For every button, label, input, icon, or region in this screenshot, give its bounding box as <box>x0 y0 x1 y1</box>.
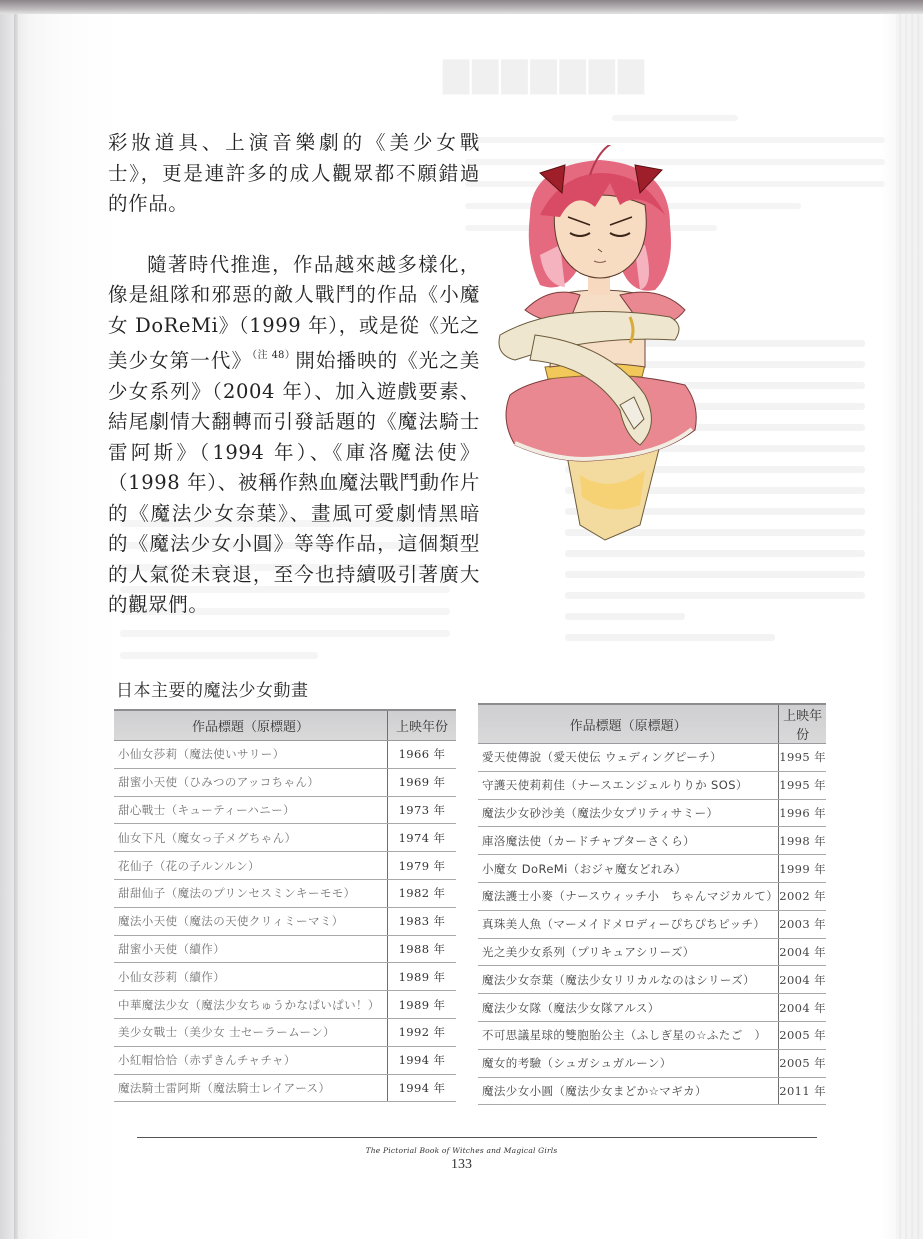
table-row <box>114 907 456 935</box>
cell-title: 甜蜜小天使（續作） <box>114 935 388 963</box>
table-row <box>478 966 826 994</box>
cell-title: 守護天使莉莉佳（ナースエンジェルりりか SOS） <box>478 771 779 799</box>
cell-title: 花仙子（花の子ルンルン） <box>114 852 388 880</box>
cell-year: 1996 年 <box>779 799 826 827</box>
cell-year: 2011 年 <box>779 1077 826 1105</box>
cell-title: 甜蜜小天使（ひみつのアッコちゃん） <box>114 768 388 796</box>
cell-title: 光之美少女系列（プリキュアシリーズ） <box>478 938 779 966</box>
cell-year: 1994 年 <box>388 1074 457 1102</box>
running-footer: The Pictorial Book of Witches and Magical Girls <box>365 1146 558 1155</box>
cell-year: 1988 年 <box>388 935 457 963</box>
table-row <box>478 855 826 883</box>
cell-title: 庫洛魔法使（カードチャプターさくら） <box>478 827 779 855</box>
cell-year: 2004 年 <box>779 938 826 966</box>
table-row <box>114 1018 456 1046</box>
cell-title: 魔女的考驗（シュガシュガルーン） <box>478 1049 779 1077</box>
column-header-title: 作品標題（原標題） <box>114 710 388 741</box>
cell-title: 魔法小天使（魔法の天使クリィミーマミ） <box>114 907 388 935</box>
table-row <box>478 1077 826 1105</box>
cell-year: 1992 年 <box>388 1018 457 1046</box>
cell-title: 甜心戰士（キューティーハニー） <box>114 796 388 824</box>
cell-year: 1979 年 <box>388 852 457 880</box>
cell-year: 2005 年 <box>779 1049 826 1077</box>
paragraph-2-part-b: 開始播映的《光之美少女系列》（2004 年）、加入遊戲要素、結尾劇情大翻轉而引發話題的《魔法騎士雷阿斯》（1994 年）、《庫洛魔法使》（1998 年）、被稱作熱血魔法戰鬥動作片的《魔法少女奈葉》、畫風可愛劇情黑暗的《魔法少女小圓》等等作品，這個類型的人氣從未衰退，至今也持續吸引著廣大的觀眾們。 <box>108 349 481 616</box>
table-row <box>478 910 826 938</box>
paragraph-2 <box>108 250 480 621</box>
cell-title: 魔法少女砂沙美（魔法少女プリティサミー） <box>478 799 779 827</box>
cell-year: 1973 年 <box>388 796 457 824</box>
cell-title: 小紅帽恰恰（赤ずきんチャチャ） <box>114 1046 388 1074</box>
cell-year: 1989 年 <box>388 963 457 991</box>
anime-table-right <box>478 703 826 1105</box>
body-text <box>108 128 480 621</box>
paragraph-2-part-a: 隨著時代推進，作品越來越多樣化，像是組隊和邪惡的敵人戰鬥的作品《小魔女 DoReMi》（1999 年），或是從《光之美少女第一代》 <box>108 252 480 372</box>
cell-title: 魔法少女隊（魔法少女隊アルス） <box>478 994 779 1022</box>
table-row <box>478 744 826 772</box>
cell-year: 1999 年 <box>779 855 826 883</box>
table-row <box>114 1074 456 1102</box>
cell-title: 小仙女莎莉（續作） <box>114 963 388 991</box>
magical-girl-illustration <box>470 145 710 545</box>
table-row <box>114 741 456 769</box>
cell-title: 小魔女 DoReMi（おジャ魔女どれみ） <box>478 855 779 883</box>
table-row <box>114 879 456 907</box>
table-row <box>114 935 456 963</box>
cell-title: 魔法騎士雷阿斯（魔法騎士レイアース） <box>114 1074 388 1102</box>
cell-title: 小仙女莎莉（魔法使いサリー） <box>114 741 388 769</box>
cell-year: 1994 年 <box>388 1046 457 1074</box>
cell-title: 仙女下凡（魔女っ子メグちゃん） <box>114 824 388 852</box>
cell-year: 2002 年 <box>779 882 826 910</box>
cell-year: 2005 年 <box>779 1021 826 1049</box>
cell-year: 1974 年 <box>388 824 457 852</box>
page-gutter <box>14 14 18 1239</box>
cell-title: 魔法少女小圓（魔法少女まどか☆マギカ） <box>478 1077 779 1105</box>
table-row <box>114 991 456 1019</box>
column-header-year: 上映年份 <box>779 704 826 744</box>
table-title: 日本主要的魔法少女動畫 <box>116 681 309 701</box>
page-number: 133 <box>451 1157 472 1172</box>
cell-year: 1966 年 <box>388 741 457 769</box>
table-row <box>478 882 826 910</box>
footer-divider <box>137 1137 817 1138</box>
cell-year: 1995 年 <box>779 771 826 799</box>
cell-title: 不可思議星球的雙胞胎公主（ふしぎ星の☆ふたご ） <box>478 1021 779 1049</box>
table-header-row <box>114 710 456 741</box>
table-row <box>114 1046 456 1074</box>
table-row <box>114 963 456 991</box>
table-header-row <box>478 704 826 744</box>
table-row <box>478 799 826 827</box>
cell-title: 真珠美人魚（マーメイドメロディーぴちぴちピッチ） <box>478 910 779 938</box>
cell-year: 1969 年 <box>388 768 457 796</box>
table-row <box>114 852 456 880</box>
cell-year: 1998 年 <box>779 827 826 855</box>
page-edge-stack <box>896 14 923 1239</box>
cell-year: 1995 年 <box>779 744 826 772</box>
table-row <box>478 938 826 966</box>
cell-year: 1989 年 <box>388 991 457 1019</box>
cell-title: 魔法少女奈葉（魔法少女リリカルなのはシリーズ） <box>478 966 779 994</box>
column-header-year: 上映年份 <box>388 710 457 741</box>
footnote-ref: （注 48） <box>252 350 296 361</box>
cell-year: 1982 年 <box>388 879 457 907</box>
cell-title: 甜甜仙子（魔法のプリンセスミンキーモモ） <box>114 879 388 907</box>
cell-year: 2004 年 <box>779 994 826 1022</box>
cell-year: 2004 年 <box>779 966 826 994</box>
table-row <box>478 827 826 855</box>
table-row <box>114 796 456 824</box>
cell-title: 中華魔法少女（魔法少女ちゅうかなぱいぱい！） <box>114 991 388 1019</box>
paragraph-1: 彩妝道具、上演音樂劇的《美少女戰士》，更是連許多的成人觀眾都不願錯過的作品。 <box>108 131 480 215</box>
cell-year: 1983 年 <box>388 907 457 935</box>
cell-title: 愛天使傳說（愛天使伝 ウェディングピーチ） <box>478 744 779 772</box>
column-header-title: 作品標題（原標題） <box>478 704 779 744</box>
table-row <box>114 824 456 852</box>
table-row <box>478 1049 826 1077</box>
cell-year: 2003 年 <box>779 910 826 938</box>
cell-title: 美少女戰士（美少女 士セーラームーン） <box>114 1018 388 1046</box>
table-row <box>478 994 826 1022</box>
table-row <box>114 768 456 796</box>
cell-title: 魔法護士小麥（ナースウィッチ小 ちゃんマジカルて） <box>478 882 779 910</box>
table-row <box>478 771 826 799</box>
table-row <box>478 1021 826 1049</box>
anime-table-left <box>114 709 456 1102</box>
show-through-heading: ▇▇▇▇▇▇▇ <box>440 55 645 95</box>
